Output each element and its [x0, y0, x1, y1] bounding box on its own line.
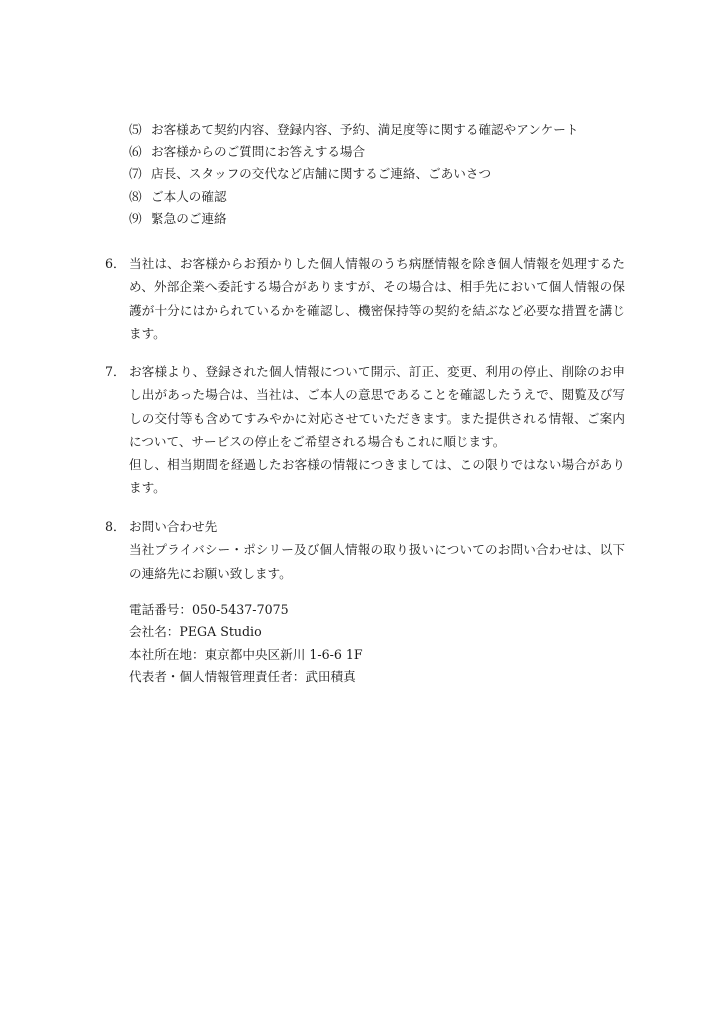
- section-number: 7．: [105, 364, 126, 379]
- section-7-note: 但し、相当期間を経過したお客様の情報につきましては、この限りではない場合があります。: [129, 457, 625, 496]
- section-8: [105, 515, 625, 689]
- contact-phone: 電話番号：050-5437-7075: [129, 601, 289, 617]
- section-6-paragraph: 当社は、お客様からお預かりした個人情報のうち病歴情報を除き個人情報を処理するため、外部企業へ委託する場合がありますが、その場合は、相手先において個人情報の保護が十分にはかられているかを確認し、機密保持等の契約を結ぶなど必要な措置を講じます。: [129, 256, 626, 341]
- list-item: [129, 208, 578, 230]
- section-7-paragraph: お客様より、登録された個人情報について開示、訂正、変更、利用の停止、削除のお申し出があった場合は、当社は、ご本人の意思であることを確認したうえで、閲覧及び写しの交付等も含めてすみやかに対応させていただきます。また提供される情報、ご案内について、サービスの停止をご希望される場合もこれに順じます。: [129, 364, 625, 449]
- list-item-text: 緊急のご連絡: [151, 210, 227, 226]
- section-8-paragraph: 当社プライバシー・ポシリー及び個人情報の取り扱いについてのお問い合わせは、以下の連絡先にお願い致します。: [129, 542, 625, 581]
- section-number: 8．: [105, 519, 126, 534]
- section-6: [105, 252, 625, 345]
- section-7: [105, 360, 625, 500]
- contact-address: 本社所在地：東京都中央区新川 1-6-6 1F: [129, 646, 363, 662]
- contact-manager: 代表者・個人情報管理責任者：武田積真: [129, 669, 356, 685]
- list-marker: ⑻: [129, 188, 142, 204]
- list-item-text: ご本人の確認: [151, 188, 227, 204]
- section-number: 6．: [105, 256, 126, 271]
- list-marker: ⑺: [129, 166, 142, 182]
- list-item: [129, 119, 578, 141]
- contact-company: 会社名：PEGA Studio: [129, 624, 262, 640]
- list-item-text: 店長、スタッフの交代など店舗に関するご連絡、ごあいさつ: [151, 166, 492, 182]
- list-marker: ⑸: [129, 122, 142, 137]
- list-item: [129, 141, 578, 163]
- list-item-text: お客様からのご質問にお答えする場合: [151, 144, 366, 160]
- section-8-heading: お問い合わせ先: [129, 519, 218, 534]
- list-marker: ⑼: [129, 210, 142, 226]
- purpose-list: [129, 119, 578, 230]
- contact-block: [129, 599, 625, 689]
- list-item: [129, 186, 578, 208]
- list-item: [129, 163, 578, 185]
- list-item-text: お客様あて契約内容、登録内容、予約、満足度等に関する確認やアンケート: [151, 122, 579, 137]
- list-marker: ⑹: [129, 144, 142, 160]
